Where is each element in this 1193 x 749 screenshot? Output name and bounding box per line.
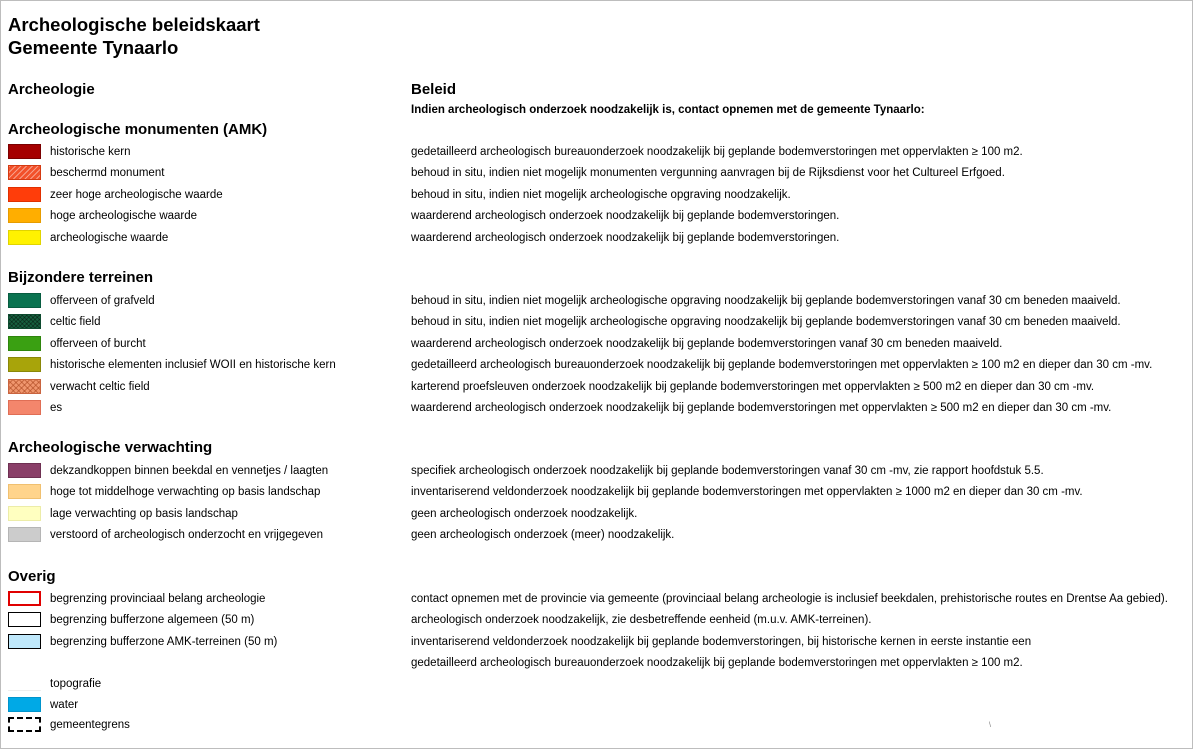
legend-swatch — [8, 144, 41, 159]
map-subtitle: Gemeente Tynaarlo — [8, 37, 179, 58]
legend-swatch — [8, 484, 41, 499]
legend-row — [0, 696, 1193, 716]
section-title: Overig — [8, 568, 56, 585]
beleid-instruction: Indien archeologisch onderzoek noodzakelijk is, contact opnemen met de gemeente Tynaarlo: — [411, 104, 925, 116]
policy-text: waarderend archeologisch onderzoek noodzakelijk bij geplande bodemverstoringen met oppervlakten ≥ 500 m2 en dieper dan 30 cm -mv. — [411, 402, 1112, 414]
legend-label: begrenzing bufferzone algemeen (50 m) — [50, 614, 255, 627]
legend-row-continued — [0, 654, 1193, 674]
legend-label: begrenzing provinciaal belang archeologie — [50, 593, 266, 605]
legend-row — [0, 292, 1193, 312]
legend-row — [0, 207, 1193, 227]
legend-label: dekzandkoppen binnen beekdal en vennetjes / laagten — [50, 465, 329, 477]
legend-row — [0, 229, 1193, 249]
policy-text: geen archeologisch onderzoek (meer) noodzakelijk. — [411, 529, 675, 542]
legend-swatch — [8, 463, 41, 478]
legend-row — [0, 633, 1193, 653]
legend-label: hoge archeologische waarde — [50, 210, 198, 223]
legend-swatch — [8, 634, 41, 649]
legend-swatch — [8, 336, 41, 351]
legend-swatch — [8, 591, 41, 606]
legend-label: archeologische waarde — [50, 231, 169, 244]
policy-text: inventariserend veldonderzoek noodzakelijk bij geplande bodemverstoringen met oppervlakten ≥ 1000 m2 en dieper dan 30 cm -mv. — [411, 486, 1083, 499]
legend-swatch — [8, 165, 41, 180]
policy-text: geen archeologisch onderzoek noodzakelijk. — [411, 507, 638, 520]
legend-label: historische kern — [50, 146, 131, 158]
policy-text: waarderend archeologisch onderzoek noodzakelijk bij geplande bodemverstoringen vanaf 30 cm beneden maaiveld. — [411, 337, 1003, 350]
legend-label: celtic field — [50, 316, 101, 329]
legend-label: topografie — [50, 678, 102, 690]
legend-label: offerveen of burcht — [50, 337, 146, 350]
policy-text: gedetailleerd archeologisch bureauonderzoek noodzakelijk bij geplande bodemverstoringen met oppervlakten ≥ 100 m2. — [411, 146, 1023, 158]
legend-label: verwacht celtic field — [50, 380, 150, 393]
legend-label: verstoord of archeologisch onderzocht en vrijgegeven — [50, 529, 323, 542]
policy-text: waarderend archeologisch onderzoek noodzakelijk bij geplande bodemverstoringen. — [411, 210, 840, 223]
policy-text: gedetailleerd archeologisch bureauonderzoek noodzakelijk bij geplande bodemverstoringen met oppervlakten ≥ 100 m2 en dieper dan 30 cm -mv. — [411, 359, 1153, 372]
legend-label: begrenzing bufferzone AMK-terreinen (50 m) — [50, 635, 278, 648]
policy-text: behoud in situ, indien niet mogelijk archeologische opgraving noodzakelijk. — [411, 188, 791, 201]
legend-swatch — [8, 527, 41, 542]
legend-row — [0, 186, 1193, 206]
north-mark: \ — [989, 722, 991, 729]
legend-row — [0, 716, 1193, 736]
legend-label: historische elementen inclusief WOII en historische kern — [50, 359, 336, 372]
legend-label: hoge tot middelhoge verwachting op basis landschap — [50, 486, 321, 499]
policy-text: waarderend archeologisch onderzoek noodzakelijk bij geplande bodemverstoringen. — [411, 231, 840, 244]
legend-swatch — [8, 379, 41, 394]
policy-text: behoud in situ, indien niet mogelijk monumenten vergunning aanvragen bij de Rijksdienst voor het Cultureel Erfgoed. — [411, 167, 1005, 180]
legend-swatch — [8, 685, 41, 691]
legend-row — [0, 675, 1193, 695]
legend-row — [0, 378, 1193, 398]
legend-swatch — [8, 717, 41, 732]
legend-label: zeer hoge archeologische waarde — [50, 188, 223, 201]
legend-row — [0, 526, 1193, 546]
policy-text: specifiek archeologisch onderzoek noodzakelijk bij geplande bodemverstoringen vanaf 30 cm -mv, zie rapport hoofdstuk 5.5. — [411, 465, 1044, 477]
legend-label: gemeentegrens — [50, 719, 130, 731]
legend-row — [0, 143, 1193, 163]
policy-text: contact opnemen met de provincie via gemeente (provinciaal belang archeologie is inclusief beekdalen, prehistorische routes en Drentse Aa gebied). — [411, 593, 1168, 605]
policy-text: behoud in situ, indien niet mogelijk archeologische opgraving noodzakelijk bij geplande bodemverstoringen vanaf 30 cm beneden maaiveld. — [411, 295, 1121, 307]
policy-text-continued: gedetailleerd archeologisch bureauonderzoek noodzakelijk bij geplande bodemverstoringen met oppervlakten ≥ 100 m2. — [411, 657, 1023, 670]
legend-row — [0, 164, 1193, 184]
legend-swatch — [8, 400, 41, 415]
legend-swatch — [8, 612, 41, 627]
legend-swatch — [8, 506, 41, 521]
legend-row — [0, 462, 1193, 482]
policy-text: archeologisch onderzoek noodzakelijk, zie desbetreffende eenheid (m.u.v. AMK-terreinen). — [411, 614, 872, 627]
legend-label: es — [50, 402, 63, 414]
legend-swatch — [8, 357, 41, 372]
legend-row — [0, 356, 1193, 376]
legend-row — [0, 313, 1193, 333]
beleid-header: Beleid — [411, 81, 457, 98]
map-title: Archeologische beleidskaart — [8, 14, 260, 35]
section-title: Archeologische monumenten (AMK) — [8, 121, 268, 138]
section-title: Bijzondere terreinen — [8, 269, 154, 286]
policy-text: behoud in situ, indien niet mogelijk archeologische opgraving noodzakelijk bij geplande bodemverstoringen vanaf 30 cm beneden maaiveld. — [411, 316, 1121, 329]
legend-swatch — [8, 230, 41, 245]
policy-text: inventariserend veldonderzoek noodzakelijk bij geplande bodemverstoringen, bij historische kernen in eerste instantie een — [411, 635, 1032, 648]
legend-row — [0, 335, 1193, 355]
legend-label: lage verwachting op basis landschap — [50, 507, 238, 520]
legend-swatch — [8, 187, 41, 202]
legend-label: water — [50, 699, 79, 711]
section-title: Archeologische verwachting — [8, 439, 213, 456]
legend-swatch — [8, 697, 41, 712]
legend-swatch — [8, 208, 41, 223]
legend-row — [0, 505, 1193, 525]
legend-swatch — [8, 293, 41, 308]
legend-swatch — [8, 314, 41, 329]
policy-text: karterend proefsleuven onderzoek noodzakelijk bij geplande bodemverstoringen met oppervlakten ≥ 500 m2 en dieper dan 30 cm -mv. — [411, 380, 1095, 393]
legend-row — [0, 590, 1193, 610]
archeologie-header: Archeologie — [8, 81, 95, 98]
legend-row — [0, 483, 1193, 503]
legend-row — [0, 611, 1193, 631]
legend-label: offerveen of grafveld — [50, 295, 155, 307]
legend-label: beschermd monument — [50, 167, 165, 180]
legend-row — [0, 399, 1193, 419]
